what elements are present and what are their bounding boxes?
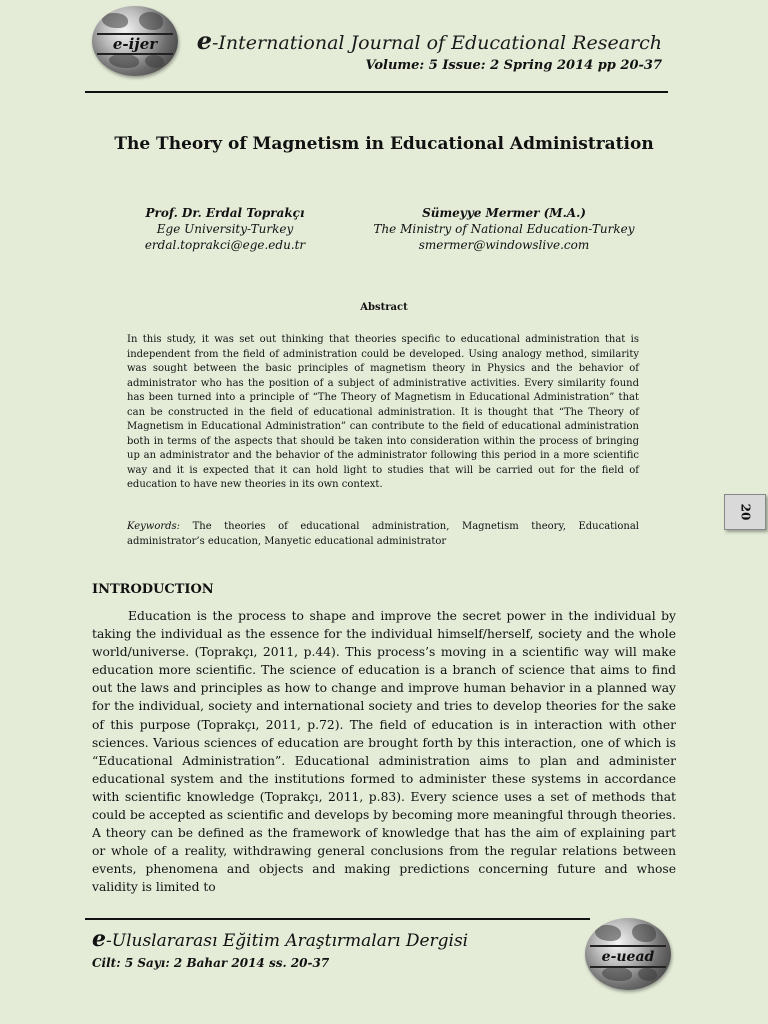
footer-journal-prefix: e [92, 926, 106, 952]
page-number-tab [724, 494, 766, 530]
author-block [356, 205, 652, 253]
footer-journal-title [92, 926, 468, 952]
journal-logo-globe [92, 6, 178, 76]
journal-volume-info: Volume: 5 Issue: 2 Spring 2014 pp 20-37 [365, 58, 662, 73]
author-email: erdal.toprakci@ege.edu.tr [144, 238, 306, 252]
author-affiliation: Ege University-Turkey [156, 222, 294, 236]
abstract-text: In this study, it was set out thinking that theories specific to educational administration that is independent from the field of administration could be developed. Using analogy method, similarity was sought between the basic principles of magnetism theory in Physics and the behavior of administrator who has the position of a subject of administrative activities. Every similarity found has been turned into a principle of “The Theory of Magnetism in Educational Administration” that can be constructed in the field of educational administration. It is thought that “The Theory of Magnetism in Educational Administration” can contribute to the field of educational administration both in terms of the aspects that should be taken into consideration within the process of bringing up an administrator and the behavior of the administrator following this period in a more scientific way and it is expected that it can hold light to studies that will be carried out for the field of education to have new theories in its own context. [127, 334, 639, 490]
keywords-label: Keywords: [127, 521, 181, 532]
body-paragraph: Education is the process to shape and improve the secret power in the individual by taking the individual as the essence for the individual himself/herself, society and the whole world/universe. (Toprakçı, 2011, p.44). This process’s moving in a scientific way will make education more scientific. The science of education is a branch of science that aims to find out the laws and principles as how to change and improve human behavior in a planned way for the individual, society and international society and tries to develop theories for the sake of this purpose (Toprakçı, 2011, p.72). The field of education is in interaction with other sciences. Various sciences of education are brought forth by this interaction, one of which is “Educational Administration”. Educational administration aims to plan and administer educational system and the institutions formed to administer these systems in accordance with scientific knowledge (Toprakçı, 2011, p.83). Every science uses a set of methods that could be accepted as scientific and develops by becoming more meaningful through theories. A theory can be defined as the framework of knowledge that has the aim of explaining part or whole of a reality, withdrawing general conclusions from the regular relations between events, phenomena and objects and making predictions concerning future and whose validity is limited to [92, 609, 676, 895]
author-email: smermer@windowslive.com [418, 238, 590, 252]
footer-logo-text: e-uead [590, 945, 666, 968]
footer-logo-globe [585, 918, 671, 990]
page-number: 20 [737, 503, 752, 521]
abstract-heading: Abstract [360, 302, 408, 313]
author-affiliation: The Ministry of National Education-Turkey [373, 222, 635, 236]
footer-rule [85, 918, 590, 920]
paper-title: The Theory of Magnetism in Educational Administration [114, 134, 654, 154]
footer-journal-name: -Uluslararası Eğitim Araştırmaları Dergisi [106, 931, 469, 951]
section-heading: INTRODUCTION [92, 582, 214, 597]
author-block [125, 205, 325, 253]
journal-title [197, 26, 662, 55]
logo-text: e-ijer [97, 33, 173, 55]
header-rule [85, 91, 668, 93]
keywords [127, 520, 639, 549]
footer-volume-info: Cilt: 5 Sayı: 2 Bahar 2014 ss. 20-37 [92, 956, 330, 970]
author-name: Prof. Dr. Erdal Toprakçı [145, 206, 305, 220]
keywords-text: The theories of educational administration, Magnetism theory, Educational administrator’s education, Manyetic educational administrator [127, 521, 640, 547]
journal-name: -International Journal of Educational Research [212, 32, 662, 54]
author-name: Sümeyye Mermer (M.A.) [422, 206, 586, 220]
journal-prefix: e [196, 26, 212, 55]
